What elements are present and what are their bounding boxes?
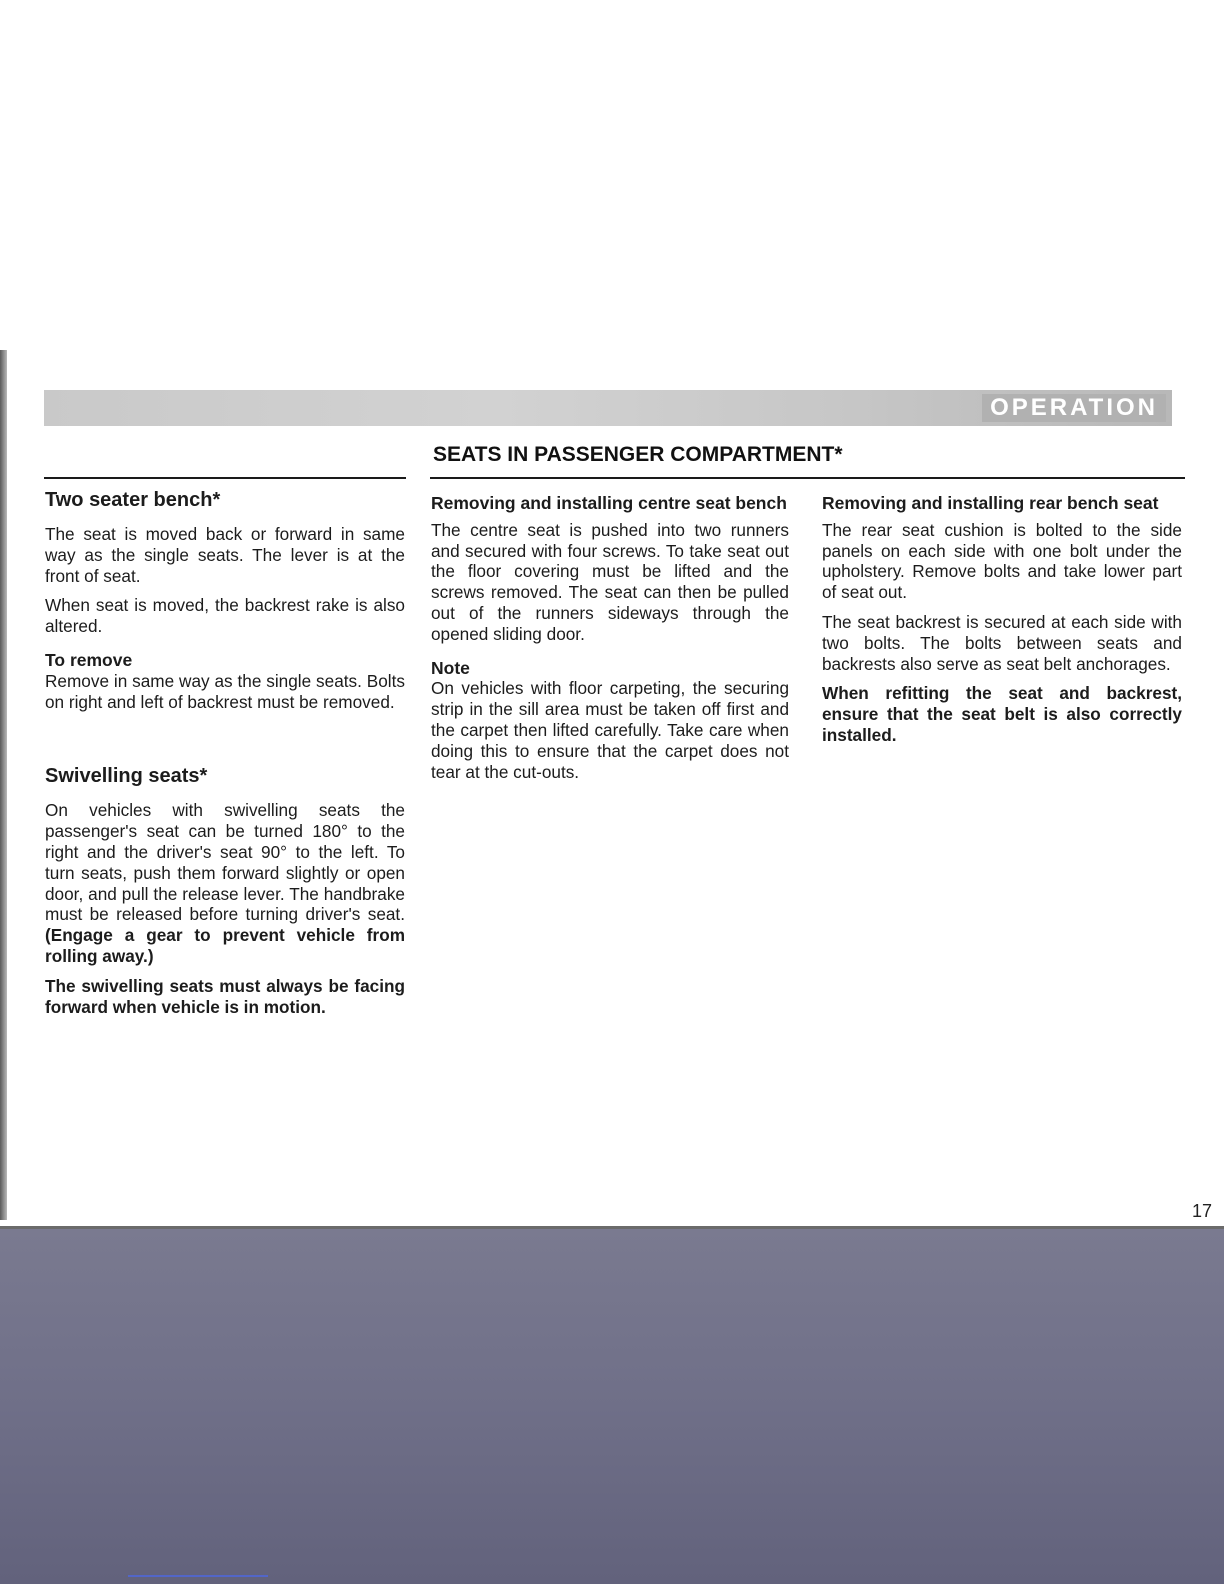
divider-right: [430, 477, 1185, 479]
divider-left: [44, 477, 406, 479]
page-number: 17: [1191, 1201, 1212, 1221]
section-label: OPERATION: [982, 394, 1166, 422]
note-paragraph: On vehicles with floor carpeting, the securing strip in the sill area must be taken off first and the carpet then lifted carefully. Take care when doing this to ensure that the carpet does not tear at the cut-outs.: [431, 678, 789, 782]
subheading-to-remove: To remove: [45, 649, 133, 670]
binding-edge: [0, 350, 7, 1220]
section-header-band: [44, 390, 1172, 426]
paragraph: When seat is moved, the backrest rake is also altered.: [45, 595, 405, 637]
warning-paragraph: The swivelling seats must always be facing forward when vehicle is in motion.: [45, 975, 405, 1017]
column-right: [822, 493, 1182, 755]
warning-text: (Engage a gear to prevent vehicle from rolling away.): [45, 925, 405, 966]
scan-background: [0, 1229, 1224, 1584]
page-title: SEATS IN PASSENGER COMPARTMENT*: [433, 443, 843, 466]
paragraph: Remove in same way as the single seats. Bolts on right and left of backrest must be removed.: [45, 670, 405, 712]
paragraph: The seat is moved back or forward in same way as the single seats. The lever is at the front of seat.: [45, 524, 405, 586]
paragraph: The rear seat cushion is bolted to the side panels on each side with one bolt under the upholstery. Remove bolts and take lower part of seat out.: [822, 519, 1182, 603]
note-label: Note: [431, 657, 470, 678]
paragraph: The seat backrest is secured at each side with two bolts. The bolts between seats and backrests also serve as seat belt anchorages.: [822, 611, 1182, 674]
link-underline: [128, 1575, 268, 1577]
column-left: [45, 488, 405, 1026]
warning-paragraph: When refitting the seat and backrest, ensure that the seat belt is also correctly installed.: [822, 683, 1182, 745]
heading-centre-seat-bench: Removing and installing centre seat bench: [431, 493, 787, 513]
paragraph: The centre seat is pushed into two runners and secured with four screws. To take seat out the floor covering must be lifted and the screws removed. The seat can then be pulled out of the runners sideways through the opened sliding door.: [431, 519, 789, 644]
heading-swivelling-seats: Swivelling seats*: [45, 765, 208, 788]
paragraph: [45, 800, 405, 966]
heading-rear-bench-seat: Removing and installing rear bench seat: [822, 493, 1159, 513]
paragraph-text: On vehicles with swivelling seats the passenger's seat can be turned 180° to the right and the driver's seat 90° to the left. To turn seats, push them forward slightly or open door, and pull the release lever. The handbrake must be released before turning driver's seat.: [45, 800, 405, 925]
heading-two-seater-bench: Two seater bench*: [45, 489, 221, 511]
column-middle: [431, 493, 789, 791]
